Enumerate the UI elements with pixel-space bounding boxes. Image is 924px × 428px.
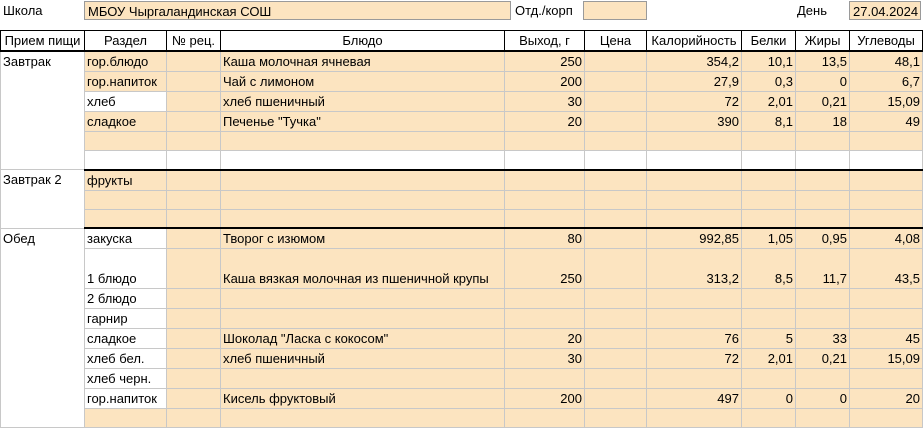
branch-field[interactable] <box>583 1 647 20</box>
protein-cell[interactable] <box>742 170 796 191</box>
fat-cell[interactable]: 0,21 <box>796 349 850 369</box>
protein-cell[interactable]: 5 <box>742 329 796 349</box>
carbs-cell[interactable]: 4,08 <box>850 228 923 249</box>
weight-cell[interactable] <box>505 409 585 428</box>
weight-cell[interactable]: 30 <box>505 349 585 369</box>
price-cell[interactable] <box>585 228 647 249</box>
carbs-cell[interactable] <box>850 409 923 428</box>
weight-cell[interactable] <box>505 369 585 389</box>
fat-cell[interactable]: 0,21 <box>796 92 850 112</box>
dish-cell[interactable]: Печенье "Тучка" <box>221 112 505 132</box>
col-protein: Белки <box>742 31 796 52</box>
day-label: День <box>797 3 827 18</box>
protein-cell[interactable]: 8,1 <box>742 112 796 132</box>
recipe-cell[interactable] <box>167 51 221 72</box>
fat-cell[interactable]: 0 <box>796 72 850 92</box>
header-row <box>1 31 923 52</box>
fat-cell[interactable]: 0 <box>796 389 850 409</box>
kcal-cell[interactable]: 390 <box>647 112 742 132</box>
weight-cell[interactable]: 250 <box>505 51 585 72</box>
section-cell[interactable] <box>85 209 167 228</box>
dish-cell[interactable]: Каша молочная ячневая <box>221 51 505 72</box>
fat-cell[interactable] <box>796 151 850 170</box>
protein-cell[interactable] <box>742 132 796 151</box>
section-cell[interactable]: гор.блюдо <box>85 51 167 72</box>
section-cell[interactable]: хлеб бел. <box>85 349 167 369</box>
weight-cell[interactable] <box>505 209 585 228</box>
fat-cell[interactable]: 0,95 <box>796 228 850 249</box>
table-row <box>1 309 923 329</box>
table-row <box>1 132 923 151</box>
branch-label: Отд./корп <box>515 3 573 18</box>
protein-cell[interactable]: 2,01 <box>742 349 796 369</box>
kcal-cell[interactable] <box>647 369 742 389</box>
dish-cell[interactable]: хлеб пшеничный <box>221 349 505 369</box>
section-cell[interactable]: хлеб черн. <box>85 369 167 389</box>
kcal-cell[interactable]: 27,9 <box>647 72 742 92</box>
kcal-cell[interactable]: 72 <box>647 92 742 112</box>
col-carbs: Углеводы <box>850 31 923 52</box>
recipe-cell[interactable] <box>167 249 221 289</box>
recipe-cell[interactable] <box>167 409 221 428</box>
section-cell[interactable]: сладкое <box>85 329 167 349</box>
carbs-cell[interactable] <box>850 132 923 151</box>
recipe-cell[interactable] <box>167 190 221 209</box>
weight-cell[interactable] <box>505 132 585 151</box>
table-row <box>1 209 923 228</box>
protein-cell[interactable] <box>742 369 796 389</box>
recipe-cell[interactable] <box>167 92 221 112</box>
price-cell[interactable] <box>585 112 647 132</box>
price-cell[interactable] <box>585 349 647 369</box>
dish-cell[interactable] <box>221 170 505 191</box>
price-cell[interactable] <box>585 249 647 289</box>
fat-cell[interactable] <box>796 132 850 151</box>
table-row <box>1 409 923 428</box>
day-field[interactable]: 27.04.2024 <box>849 1 921 20</box>
section-cell[interactable]: гор.напиток <box>85 72 167 92</box>
dish-cell[interactable] <box>221 190 505 209</box>
recipe-cell[interactable] <box>167 151 221 170</box>
col-weight: Выход, г <box>505 31 585 52</box>
carbs-cell[interactable]: 15,09 <box>850 349 923 369</box>
fat-cell[interactable]: 33 <box>796 329 850 349</box>
section-cell[interactable]: сладкое <box>85 112 167 132</box>
price-cell[interactable] <box>585 72 647 92</box>
carbs-cell[interactable] <box>850 209 923 228</box>
kcal-cell[interactable]: 313,2 <box>647 249 742 289</box>
table-row <box>1 228 923 249</box>
table-row <box>1 190 923 209</box>
recipe-cell[interactable] <box>167 329 221 349</box>
section-cell[interactable] <box>85 409 167 428</box>
price-cell[interactable] <box>585 92 647 112</box>
recipe-cell[interactable] <box>167 228 221 249</box>
weight-cell[interactable]: 20 <box>505 112 585 132</box>
table-row <box>1 151 923 170</box>
protein-cell[interactable] <box>742 209 796 228</box>
section-cell[interactable]: закуска <box>85 228 167 249</box>
dish-cell[interactable]: Творог с изюмом <box>221 228 505 249</box>
table-row <box>1 329 923 349</box>
recipe-cell[interactable] <box>167 112 221 132</box>
table-row <box>1 112 923 132</box>
weight-cell[interactable] <box>505 151 585 170</box>
price-cell[interactable] <box>585 51 647 72</box>
recipe-cell[interactable] <box>167 389 221 409</box>
carbs-cell[interactable]: 49 <box>850 112 923 132</box>
dish-cell[interactable] <box>221 289 505 309</box>
weight-cell[interactable] <box>505 190 585 209</box>
dish-cell[interactable]: хлеб пшеничный <box>221 92 505 112</box>
fat-cell[interactable]: 18 <box>796 112 850 132</box>
dish-cell[interactable] <box>221 409 505 428</box>
carbs-cell[interactable]: 45 <box>850 329 923 349</box>
fat-cell[interactable] <box>796 190 850 209</box>
dish-cell[interactable] <box>221 132 505 151</box>
protein-cell[interactable]: 10,1 <box>742 51 796 72</box>
school-label: Школа <box>3 3 43 18</box>
recipe-cell[interactable] <box>167 132 221 151</box>
menu-table <box>0 30 923 428</box>
price-cell[interactable] <box>585 369 647 389</box>
section-cell[interactable] <box>85 132 167 151</box>
kcal-cell[interactable] <box>647 289 742 309</box>
section-cell[interactable]: 1 блюдо <box>85 249 167 289</box>
table-row <box>1 349 923 369</box>
kcal-cell[interactable]: 354,2 <box>647 51 742 72</box>
school-field[interactable]: МБОУ Чыргаландинская СОШ <box>84 1 511 20</box>
protein-cell[interactable]: 0,3 <box>742 72 796 92</box>
weight-cell[interactable] <box>505 170 585 191</box>
kcal-cell[interactable]: 76 <box>647 329 742 349</box>
carbs-cell[interactable]: 48,1 <box>850 51 923 72</box>
protein-cell[interactable]: 8,5 <box>742 249 796 289</box>
carbs-cell[interactable]: 15,09 <box>850 92 923 112</box>
recipe-cell[interactable] <box>167 369 221 389</box>
dish-cell[interactable] <box>221 369 505 389</box>
weight-cell[interactable]: 200 <box>505 389 585 409</box>
price-cell[interactable] <box>585 389 647 409</box>
price-cell[interactable] <box>585 329 647 349</box>
meal-breakfast: Завтрак <box>1 51 85 170</box>
fat-cell[interactable] <box>796 409 850 428</box>
recipe-cell[interactable] <box>167 349 221 369</box>
fat-cell[interactable]: 11,7 <box>796 249 850 289</box>
recipe-cell[interactable] <box>167 170 221 191</box>
dish-cell[interactable]: Каша вязкая молочная из пшеничной крупы <box>221 249 505 289</box>
protein-cell[interactable]: 0 <box>742 389 796 409</box>
section-cell[interactable]: гор.напиток <box>85 389 167 409</box>
kcal-cell[interactable]: 497 <box>647 389 742 409</box>
section-cell[interactable]: фрукты <box>85 170 167 191</box>
col-fat: Жиры <box>796 31 850 52</box>
fat-cell[interactable] <box>796 289 850 309</box>
fat-cell[interactable] <box>796 369 850 389</box>
table-row <box>1 369 923 389</box>
carbs-cell[interactable]: 43,5 <box>850 249 923 289</box>
recipe-cell[interactable] <box>167 309 221 329</box>
table-row <box>1 51 923 72</box>
kcal-cell[interactable] <box>647 132 742 151</box>
price-cell[interactable] <box>585 209 647 228</box>
meal-lunch: Обед <box>1 228 85 428</box>
price-cell[interactable] <box>585 151 647 170</box>
protein-cell[interactable] <box>742 309 796 329</box>
col-meal: Прием пищи <box>1 31 85 52</box>
kcal-cell[interactable] <box>647 409 742 428</box>
kcal-cell[interactable]: 992,85 <box>647 228 742 249</box>
price-cell[interactable] <box>585 170 647 191</box>
protein-cell[interactable] <box>742 409 796 428</box>
meal-breakfast-2: Завтрак 2 <box>1 170 85 229</box>
dish-cell[interactable]: Шоколад "Ласка с кокосом" <box>221 329 505 349</box>
kcal-cell[interactable] <box>647 170 742 191</box>
kcal-cell[interactable]: 72 <box>647 349 742 369</box>
carbs-cell[interactable]: 6,7 <box>850 72 923 92</box>
weight-cell[interactable]: 20 <box>505 329 585 349</box>
weight-cell[interactable] <box>505 289 585 309</box>
price-cell[interactable] <box>585 309 647 329</box>
col-recipe: № рец. <box>167 31 221 52</box>
kcal-cell[interactable] <box>647 190 742 209</box>
section-cell[interactable]: 2 блюдо <box>85 289 167 309</box>
protein-cell[interactable] <box>742 190 796 209</box>
dish-cell[interactable]: Чай с лимоном <box>221 72 505 92</box>
recipe-cell[interactable] <box>167 289 221 309</box>
col-price: Цена <box>585 31 647 52</box>
section-cell[interactable]: гарнир <box>85 309 167 329</box>
weight-cell[interactable]: 80 <box>505 228 585 249</box>
protein-cell[interactable] <box>742 151 796 170</box>
price-cell[interactable] <box>585 409 647 428</box>
carbs-cell[interactable] <box>850 309 923 329</box>
price-cell[interactable] <box>585 289 647 309</box>
carbs-cell[interactable]: 20 <box>850 389 923 409</box>
dish-cell[interactable] <box>221 209 505 228</box>
protein-cell[interactable]: 2,01 <box>742 92 796 112</box>
kcal-cell[interactable] <box>647 309 742 329</box>
recipe-cell[interactable] <box>167 209 221 228</box>
kcal-cell[interactable] <box>647 209 742 228</box>
table-row <box>1 389 923 409</box>
fat-cell[interactable] <box>796 170 850 191</box>
carbs-cell[interactable] <box>850 369 923 389</box>
col-kcal: Калорийность <box>647 31 742 52</box>
table-row <box>1 92 923 112</box>
dish-cell[interactable] <box>221 309 505 329</box>
weight-cell[interactable]: 250 <box>505 249 585 289</box>
header-bar <box>0 0 924 22</box>
fat-cell[interactable] <box>796 209 850 228</box>
dish-cell[interactable] <box>221 151 505 170</box>
carbs-cell[interactable] <box>850 289 923 309</box>
col-dish: Блюдо <box>221 31 505 52</box>
carbs-cell[interactable] <box>850 190 923 209</box>
dish-cell[interactable]: Кисель фруктовый <box>221 389 505 409</box>
section-cell[interactable]: хлеб <box>85 92 167 112</box>
fat-cell[interactable] <box>796 309 850 329</box>
protein-cell[interactable]: 1,05 <box>742 228 796 249</box>
weight-cell[interactable] <box>505 309 585 329</box>
table-row <box>1 249 923 289</box>
fat-cell[interactable]: 13,5 <box>796 51 850 72</box>
kcal-cell[interactable] <box>647 151 742 170</box>
table-row <box>1 170 923 191</box>
carbs-cell[interactable] <box>850 151 923 170</box>
weight-cell[interactable]: 30 <box>505 92 585 112</box>
recipe-cell[interactable] <box>167 72 221 92</box>
price-cell[interactable] <box>585 190 647 209</box>
price-cell[interactable] <box>585 132 647 151</box>
table-row <box>1 72 923 92</box>
section-cell[interactable] <box>85 190 167 209</box>
col-section: Раздел <box>85 31 167 52</box>
protein-cell[interactable] <box>742 289 796 309</box>
section-cell[interactable] <box>85 151 167 170</box>
weight-cell[interactable]: 200 <box>505 72 585 92</box>
table-row <box>1 289 923 309</box>
carbs-cell[interactable] <box>850 170 923 191</box>
